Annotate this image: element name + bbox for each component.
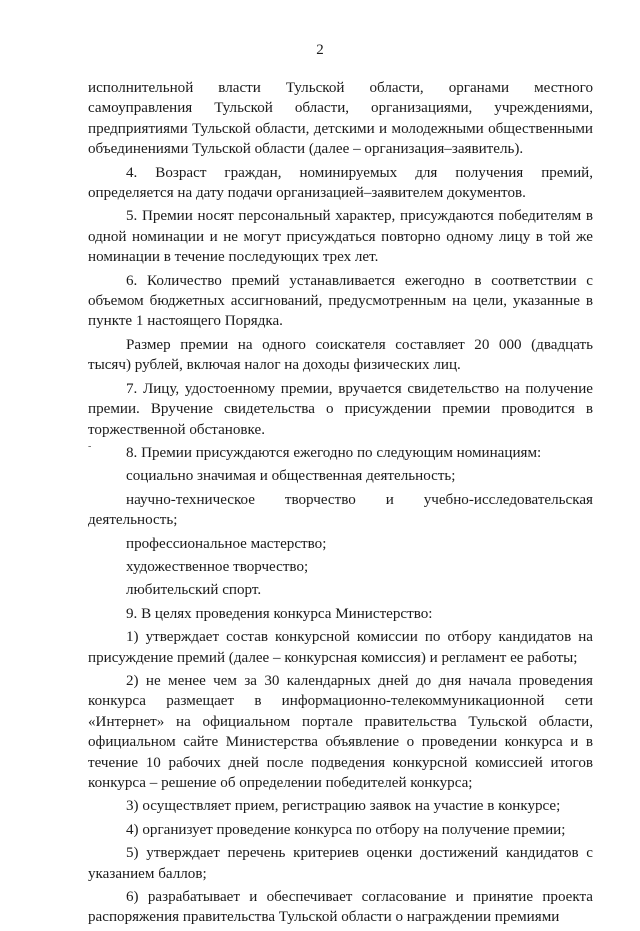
paragraph-6: 6. Количество премий устанавливается ежегодно в соответствии с объемом бюджетных ассигнований, предусмотренным на цели, указанные в пункте 1 настоящего Порядка. [88, 272, 593, 330]
paragraph-7: 7. Лицу, удостоенному премии, вручается свидетельство на получение премии. Вручение свидетельства о присуждении премии проводится в торжественной обстановке. [88, 380, 593, 438]
paragraph-9: 9. В целях проведения конкурса Министерство: [126, 605, 433, 622]
page-number: 2 [316, 42, 324, 58]
paragraph-9-item-1: 1) утверждает состав конкурсной комиссии по отбору кандидатов на присуждение премий (далее – конкурсная комиссия) и регламент ее работы; [88, 629, 593, 666]
nomination-item: любительский спорт. [126, 582, 262, 599]
document-body [88, 78, 593, 931]
nomination-item: художественное творчество; [126, 558, 309, 575]
paragraph-5: 5. Премии носят персональный характер, присуждаются победителям в одной номинации и не могут присуждаться повторно одному лицу в той же номинации в течение последующих трех лет. [88, 208, 593, 266]
paragraph-continuation: исполнительной власти Тульской области, органами местного самоуправления Тульской области, организациями, учреждениями, предприятиями Тульской области, детскими и молодежными общественными объединениями Тульской области (далее – организация–заявитель). [88, 80, 593, 158]
nomination-item: научно-техническое творчество и учебно-исследовательская деятельность; [88, 491, 593, 529]
paragraph-prize-amount: Размер премии на одного соискателя составляет 20 000 (двадцать тысяч) рублей, включая налог на доходы физических лиц. [88, 336, 593, 374]
paragraph-9-item-2: 2) не менее чем за 30 календарных дней до дня начала проведения конкурса размещает в информационно-телекоммуникационной сети «Интернет» на официальном портале правительства Тульской области, официальном сайте Министерства объявление о проведении конкурса и в течение 10 рабочих дней после подведения конкурсной комиссией итогов конкурса – решение об определении победителей конкурса; [88, 672, 593, 791]
paragraph-9-item-6: 6) разрабатывает и обеспечивает согласование и принятие проекта распоряжения правительства Тульской области о награждении премиями [88, 889, 593, 926]
paragraph-8: 8. Премии присуждаются ежегодно по следующим номинациям: [126, 444, 542, 461]
nomination-item: профессиональное мастерство; [126, 535, 327, 552]
margin-mark: - [88, 441, 92, 452]
nomination-item: социально значимая и общественная деятельность; [126, 468, 456, 485]
paragraph-9-item-4: 4) организует проведение конкурса по отбору на получение премии; [126, 821, 566, 838]
paragraph-9-item-5: 5) утверждает перечень критериев оценки достижений кандидатов с указанием баллов; [88, 845, 593, 882]
paragraph-9-item-3: 3) осуществляет прием, регистрацию заявок на участие в конкурсе; [126, 798, 561, 815]
paragraph-4: 4. Возраст граждан, номинируемых для получения премий, определяется на дату подачи организацией–заявителем документов. [88, 164, 593, 202]
